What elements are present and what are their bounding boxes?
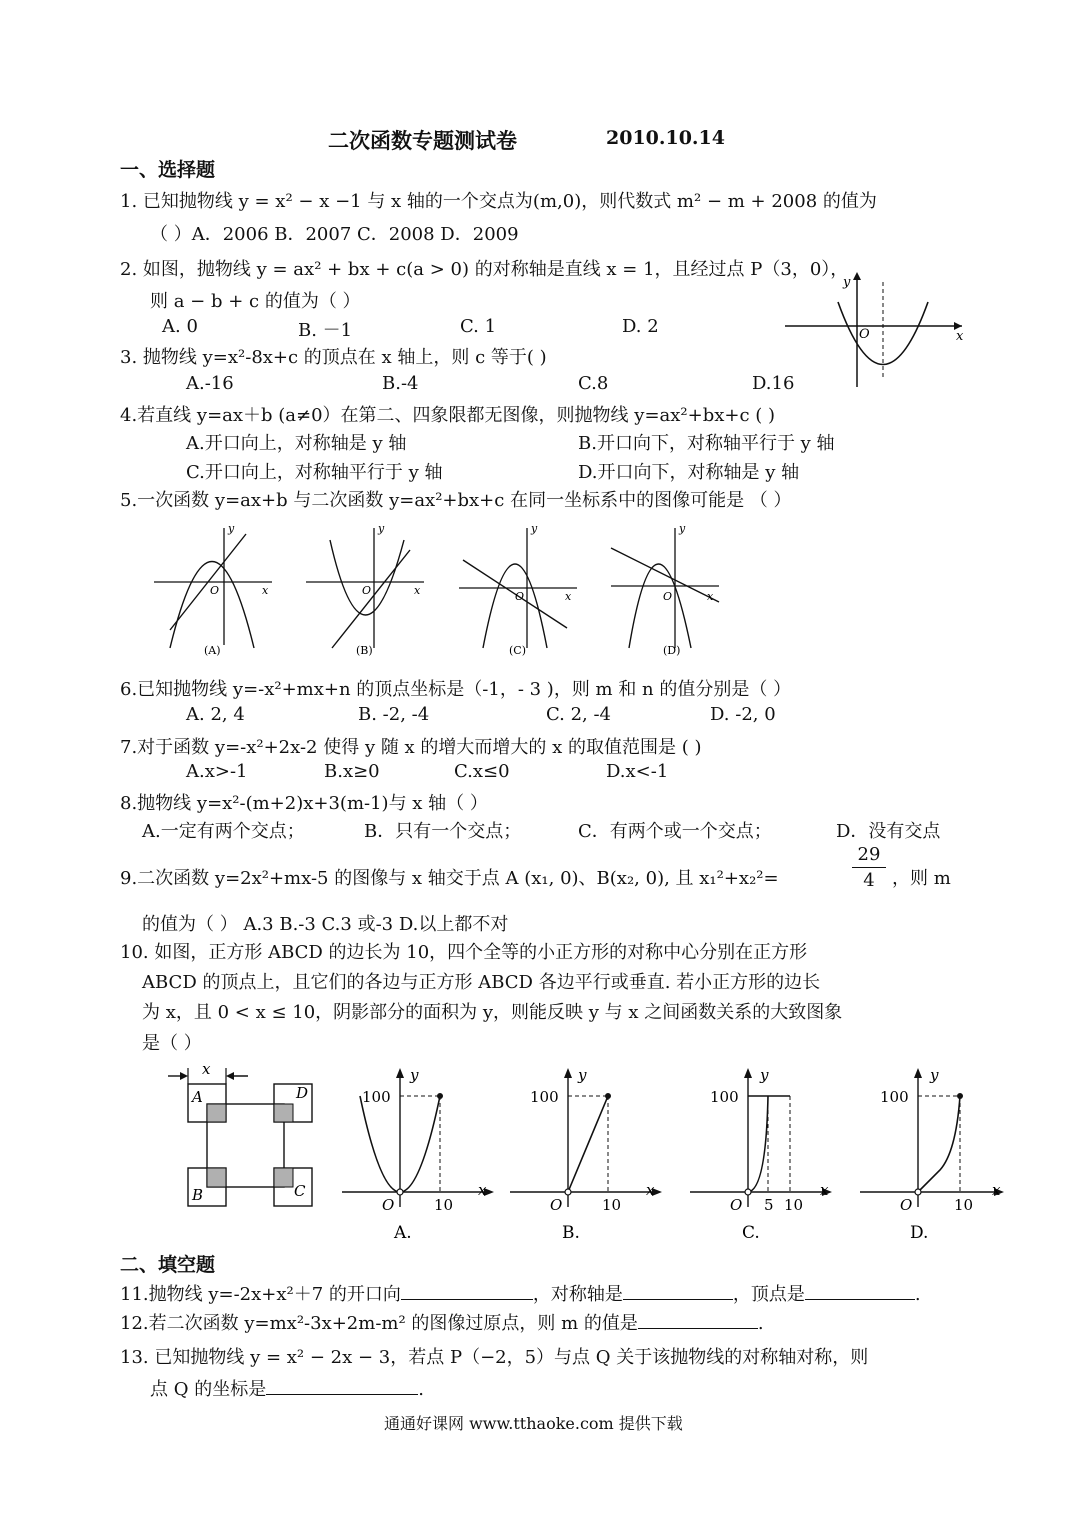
q8-option-a: A.一定有两个交点；: [142, 821, 305, 842]
q5-text: 5.一次函数 y=ax+b 与二次函数 y=ax²+bx+c 在同一坐标系中的图像可能是 （ ）: [120, 490, 792, 511]
q13-blank[interactable]: [266, 1376, 418, 1395]
q4-option-c: C.开口向上，对称轴平行于 y 轴: [186, 462, 443, 483]
q5-d-x: x: [707, 590, 714, 603]
q10-c-100: 100: [710, 1088, 739, 1106]
q10-graph-b: [508, 1062, 668, 1248]
q5-graph-b: [302, 520, 432, 658]
q10-c-10: 10: [784, 1196, 804, 1214]
q10-graph-c: [688, 1062, 848, 1248]
q6-option-b: B. -2, -4: [358, 704, 430, 725]
q9-fraction: [852, 844, 886, 891]
q10-a-label: A.: [394, 1223, 412, 1243]
q5-a-y: y: [228, 522, 235, 535]
q12-part-a: 12.若二次函数 y=mx²-3x+2m-m² 的图像过原点，则 m 的值是: [120, 1313, 638, 1334]
q2-fig-y: y: [843, 275, 851, 290]
q3-option-c: C.8: [578, 373, 609, 394]
page-footer: 通通好课网 www.tthaoke.com 提供下载: [384, 1414, 683, 1433]
section-fill: 二、填空题: [120, 1254, 216, 1276]
q6-option-d: D. -2, 0: [710, 704, 776, 725]
q10-c-label: C.: [742, 1223, 760, 1243]
q10-b-label: B.: [562, 1223, 580, 1243]
q3-option-d: D.16: [752, 373, 795, 394]
q2-text2: 则 a − b + c 的值为（ ）: [150, 291, 361, 312]
q5-c-o: O: [515, 590, 525, 603]
q5-b-o: O: [362, 584, 372, 597]
q11-part-d: .: [914, 1284, 921, 1305]
q10-a-o: O: [382, 1196, 395, 1214]
q10-d-y: y: [930, 1066, 939, 1084]
q5-c-y: y: [531, 522, 538, 535]
q1-options: （ ）A．2006 B．2007 C．2008 D．2009: [150, 224, 519, 245]
q2-option-a: A. 0: [162, 316, 198, 337]
q10-sq-a: A: [192, 1088, 203, 1106]
q10-line4: 是（ ）: [142, 1033, 202, 1054]
q10-d-label: D.: [910, 1223, 929, 1243]
q5-graph-d: [607, 520, 737, 658]
q2-option-d: D. 2: [622, 316, 659, 337]
q7-text: 7.对于函数 y=-x²+2x-2 使得 y 随 x 的增大而增大的 x 的取值范围是 ( ): [120, 737, 702, 758]
q10-line1: 10. 如图，正方形 ABCD 的边长为 10，四个全等的小正方形的对称中心分别在正方形: [120, 942, 808, 963]
q11-part-c: ，顶点是: [732, 1284, 805, 1305]
q10-sq-b: B: [192, 1186, 204, 1204]
q3-option-a: A.-16: [186, 373, 234, 394]
q1-text: 1. 已知抛物线 y = x² − x −1 与 x 轴的一个交点为(m,0)，则代数式 m² − m + 2008 的值为: [120, 191, 877, 212]
q10-c-o: O: [730, 1196, 743, 1214]
q11-blank-1[interactable]: [401, 1281, 533, 1300]
q4-option-a: A.开口向上，对称轴是 y 轴: [186, 433, 407, 454]
q5-d-y: y: [679, 522, 686, 535]
q4-option-d: D.开口向下，对称轴是 y 轴: [578, 462, 800, 483]
q5-a-x: x: [262, 584, 269, 597]
q5-c-x: x: [565, 590, 572, 603]
q10-c-y: y: [760, 1066, 769, 1084]
q11-blank-2[interactable]: [623, 1281, 733, 1300]
page-date: 2010.10.14: [606, 127, 725, 149]
q10-a-x: x: [478, 1181, 487, 1199]
q5-d-o: O: [663, 590, 673, 603]
q5-a-label: (A): [204, 644, 221, 657]
q8-option-b: B．只有一个交点；: [364, 821, 522, 842]
q10-b-o: O: [550, 1196, 563, 1214]
q10-sq-x: x: [202, 1060, 211, 1078]
page-title: 二次函数专题测试卷: [328, 128, 517, 153]
q5-graph-a: [150, 520, 280, 658]
q6-option-c: C. 2, -4: [546, 704, 612, 725]
section-choice: 一、选择题: [120, 159, 216, 181]
q2-option-c: C. 1: [460, 316, 497, 337]
q10-b-y: y: [578, 1066, 587, 1084]
q10-graph-d: [858, 1062, 1028, 1248]
q10-b-100: 100: [530, 1088, 559, 1106]
q10-square-figure: [160, 1058, 320, 1218]
q13-part-b: 点 Q 的坐标是: [150, 1379, 267, 1400]
q4-option-b: B.开口向下，对称轴平行于 y 轴: [578, 433, 835, 454]
q10-d-o: O: [900, 1196, 913, 1214]
q13-part-c: .: [418, 1379, 424, 1400]
q5-c-label: (C): [509, 644, 526, 657]
q8-text: 8.抛物线 y=x²-(m+2)x+3(m-1)与 x 轴（ ）: [120, 793, 488, 814]
q10-line2: ABCD 的顶点上，且它们的各边与正方形 ABCD 各边平行或垂直. 若小正方形的边长: [142, 972, 821, 993]
q10-line3: 为 x，且 0 < x ≤ 10，阴影部分的面积为 y，则能反映 y 与 x 之间函数关系的大致图象: [142, 1002, 843, 1023]
q10-c-x: x: [820, 1181, 829, 1199]
q9-tail: ，则 m: [892, 868, 951, 889]
q10-sq-c: C: [294, 1182, 306, 1200]
q10-graph-a: [340, 1062, 500, 1248]
q10-d-x: x: [992, 1181, 1001, 1199]
q10-a-10: 10: [434, 1196, 454, 1214]
q7-option-a: A.x>-1: [186, 761, 248, 782]
q2-option-b: B. －1: [298, 320, 353, 341]
q7-option-b: B.x≥0: [324, 761, 380, 782]
q8-option-c: C．有两个或一个交点；: [578, 821, 772, 842]
q3-option-b: B.-4: [382, 373, 419, 394]
q9-text: 9.二次函数 y=2x²+mx-5 的图像与 x 轴交于点 A (x₁, 0)、B(x₂, 0), 且 x₁²+x₂²=: [120, 868, 779, 889]
q9-line2: 的值为（ ） A.3 B.-3 C.3 或-3 D.以上都不对: [142, 914, 509, 935]
q11-part-a: 11.抛物线 y=-2x+x²＋7 的开口向: [120, 1284, 401, 1305]
q12-line: [120, 1309, 764, 1335]
q9-denominator: 4: [863, 870, 875, 891]
q2-text: 2. 如图，抛物线 y = ax² + bx + c(a > 0) 的对称轴是直线 x = 1，且经过点 P（3，0），: [120, 259, 849, 280]
q10-sq-d: D: [296, 1084, 309, 1102]
q5-b-y: y: [378, 522, 385, 535]
q5-a-o: O: [210, 584, 220, 597]
q4-text: 4.若直线 y=ax＋b (a≠0）在第二、四象限都无图像，则抛物线 y=ax²+bx+c ( ): [120, 405, 776, 426]
q10-b-10: 10: [602, 1196, 622, 1214]
q11-blank-3[interactable]: [805, 1281, 915, 1300]
q10-c-5: 5: [764, 1196, 774, 1214]
q12-blank[interactable]: [638, 1310, 758, 1329]
q11-line: [120, 1280, 921, 1306]
q2-fig-x: x: [956, 329, 964, 344]
q5-d-label: (D): [663, 644, 681, 657]
q3-text: 3. 抛物线 y=x²-8x+c 的顶点在 x 轴上，则 c 等于( ): [120, 347, 547, 368]
q10-a-y: y: [410, 1066, 419, 1084]
q2-fig-o: O: [859, 327, 870, 342]
q13-line2: [150, 1375, 424, 1401]
q11-part-b: ，对称轴是: [532, 1284, 623, 1305]
q10-a-100: 100: [362, 1088, 391, 1106]
q5-graph-c: [455, 520, 585, 658]
q7-option-c: C.x≤0: [454, 761, 510, 782]
q10-d-10: 10: [954, 1196, 974, 1214]
q2-figure: [780, 262, 970, 390]
q6-option-a: A. 2, 4: [186, 704, 245, 725]
q10-b-x: x: [646, 1181, 655, 1199]
q8-option-d: D．没有交点: [836, 821, 941, 842]
q5-b-label: (B): [356, 644, 373, 657]
q7-option-d: D.x<-1: [606, 761, 669, 782]
q5-b-x: x: [414, 584, 421, 597]
q13-line1: 13. 已知抛物线 y = x² − 2x − 3，若点 P（−2，5）与点 Q 关于该抛物线的对称轴对称，则: [120, 1347, 869, 1368]
q6-text: 6.已知抛物线 y=-x²+mx+n 的顶点坐标是（-1，- 3 )，则 m 和 n 的值分别是（ ）: [120, 679, 792, 700]
q10-d-100: 100: [880, 1088, 909, 1106]
q9-numerator: 29: [852, 844, 886, 868]
q12-part-b: .: [757, 1313, 764, 1334]
